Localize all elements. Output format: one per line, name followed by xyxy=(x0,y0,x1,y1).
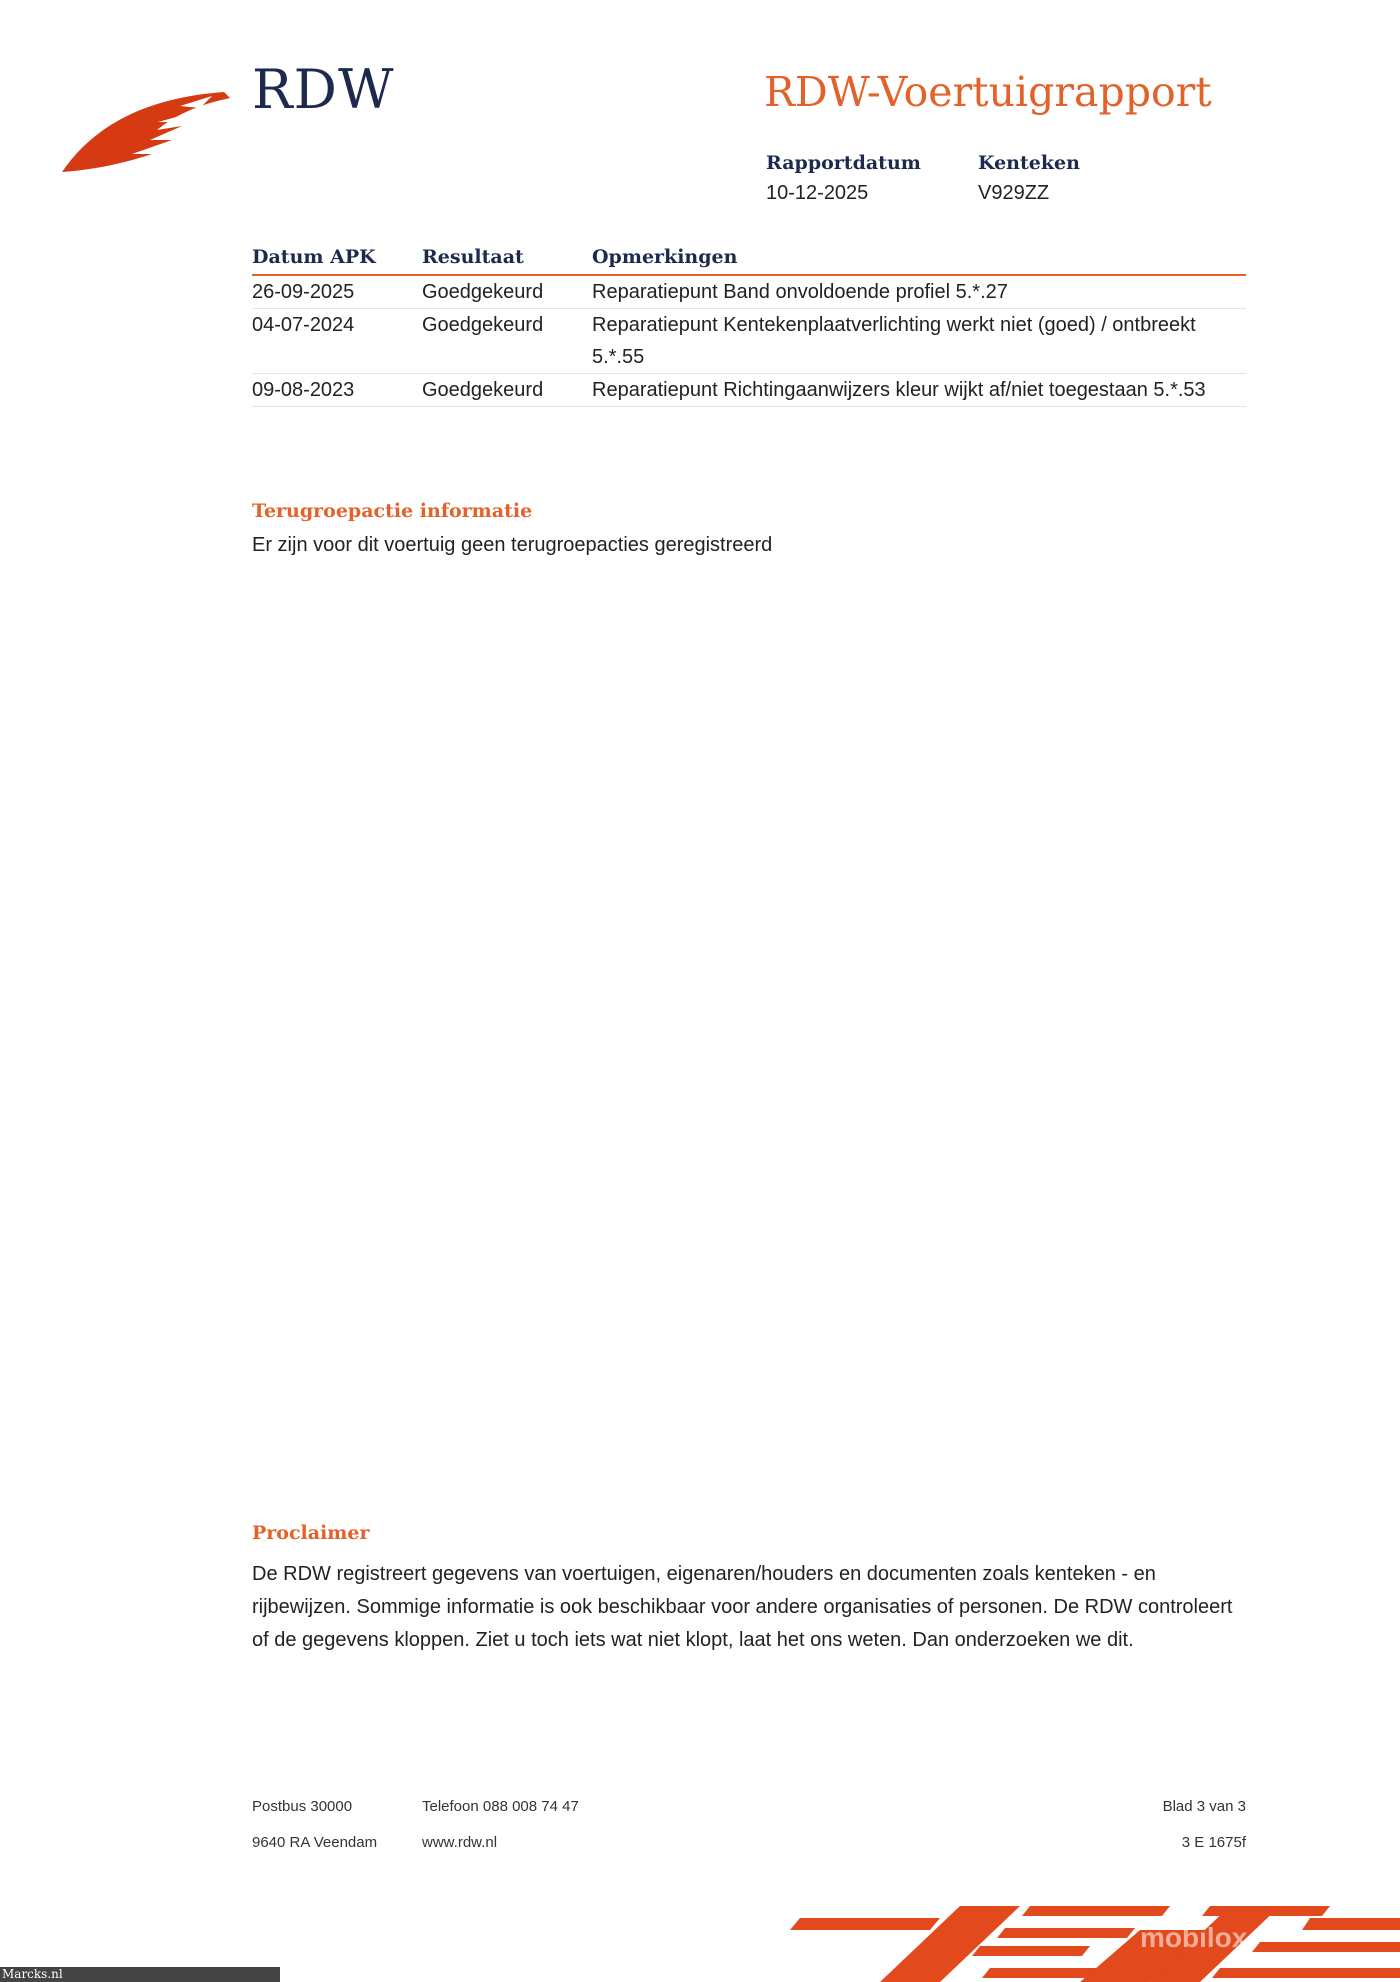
column-header-remarks: Opmerkingen xyxy=(592,242,1246,275)
plate-value: V929ZZ xyxy=(978,182,1050,204)
apk-remarks: Reparatiepunt Richtingaanwijzers kleur wijkt af/niet toegestaan 5.*.53 xyxy=(592,374,1246,407)
watermark-logo: mobilox xyxy=(1140,1922,1248,1953)
proclaimer-text: De RDW registreert gegevens van voertuigen, eigenaren/houders en documenten zoals kenteken - en rijbewijzen. Sommige informatie is ook beschikbaar voor andere organisaties of personen. De RDW controleert of de gegevens kloppen. Ziet u toch iets wat niet klopt, laat het ons weten. Dan onderzoeken we dit. xyxy=(252,1563,1233,1651)
apk-result: Goedgekeurd xyxy=(422,309,592,374)
footer-city: 9640 RA Veendam xyxy=(252,1834,378,1851)
apk-date: 09-08-2023 xyxy=(252,374,422,407)
apk-history-table xyxy=(252,242,1246,407)
apk-date: 04-07-2024 xyxy=(252,309,422,374)
rdw-stripes-icon xyxy=(790,1900,1400,1982)
table-row xyxy=(252,275,1246,309)
watermark-bar: Marcks.nl xyxy=(0,1967,280,1982)
rdw-feather-logo-icon xyxy=(62,88,232,178)
recall-heading: Terugroepactie informatie xyxy=(252,500,533,522)
footer-website[interactable]: www.rdw.nl xyxy=(422,1834,498,1851)
report-date-label: Rapportdatum xyxy=(766,152,921,174)
footer-page-number: Blad 3 van 3 xyxy=(1162,1798,1246,1815)
footer-postbus: Postbus 30000 xyxy=(252,1798,353,1815)
recall-text: Er zijn voor dit voertuig geen terugroepacties geregistreerd xyxy=(252,534,773,556)
proclaimer-heading: Proclaimer xyxy=(252,1522,370,1544)
apk-result: Goedgekeurd xyxy=(422,275,592,309)
column-header-result: Resultaat xyxy=(422,242,592,275)
table-row xyxy=(252,309,1246,374)
plate-label: Kenteken xyxy=(978,152,1080,174)
apk-remarks: Reparatiepunt Band onvoldoende profiel 5.*.27 xyxy=(592,275,1246,309)
footer-code: 3 E 1675f xyxy=(1181,1834,1246,1851)
page-title: RDW-Voertuigrapport xyxy=(764,68,1212,116)
report-date-value: 10-12-2025 xyxy=(766,182,869,204)
brand-logotype: RDW xyxy=(252,58,395,121)
table-header-row xyxy=(252,242,1246,275)
apk-result: Goedgekeurd xyxy=(422,374,592,407)
apk-date: 26-09-2025 xyxy=(252,275,422,309)
footer-phone: Telefoon 088 008 74 47 xyxy=(422,1798,579,1815)
table-row xyxy=(252,374,1246,407)
column-header-date: Datum APK xyxy=(252,242,422,275)
apk-remarks: Reparatiepunt Kentekenplaatverlichting werkt niet (goed) / ontbreekt 5.*.55 xyxy=(592,309,1246,374)
